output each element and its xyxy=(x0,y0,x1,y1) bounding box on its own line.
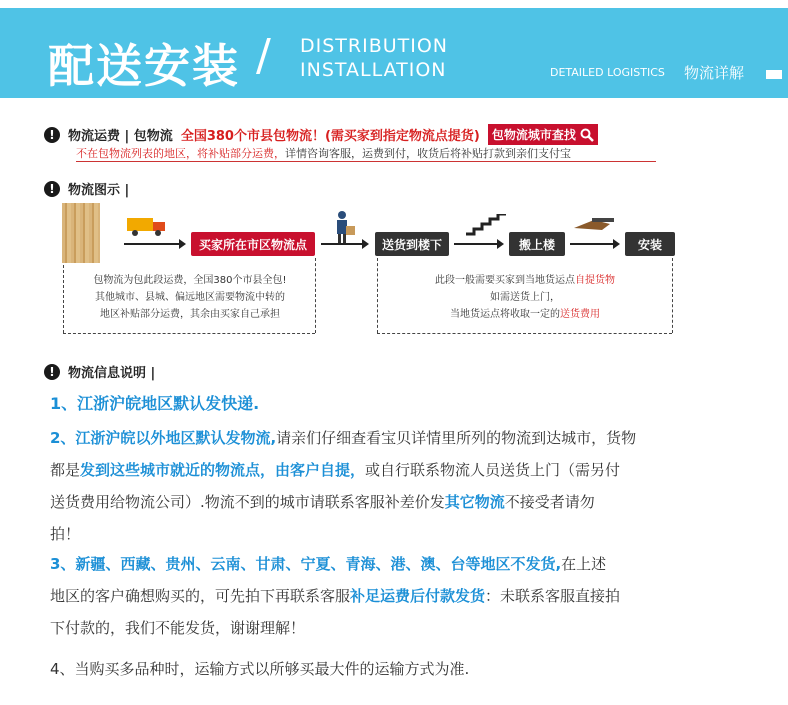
warning-icon: ! xyxy=(44,181,60,197)
right-note-c: 当地货运点将收取一定的 xyxy=(450,309,560,320)
right-note-a: 此段一般需要买家到当地货运点 xyxy=(435,275,575,286)
info-item-1 xyxy=(50,388,259,420)
header-banner xyxy=(0,8,788,98)
subtitle-english: DETAILED LOGISTICS xyxy=(550,66,665,79)
info-item-2-c: 或自行联系物流人员送货上门（需另付 xyxy=(365,461,621,479)
right-note xyxy=(382,272,668,323)
step-carry-upstairs: 搬上楼 xyxy=(509,232,565,256)
install-tool-icon xyxy=(572,214,616,236)
warning-icon: ! xyxy=(44,127,60,143)
warning-icon: ! xyxy=(44,364,60,380)
info-item-2 xyxy=(50,422,770,550)
info-item-3-b: 地区的客户确想购买的，可先拍下再联系客服 xyxy=(50,587,351,605)
english-title-line1: DISTRIBUTION xyxy=(300,35,449,57)
diagram-section-header xyxy=(44,179,129,198)
info-item-4-text: 4、当购买多品种时，运输方式以所够买最大件的运输方式为准. xyxy=(50,660,470,678)
info-section-header xyxy=(44,362,155,381)
info-item-3-blue: 3、新疆、西藏、贵州、云南、甘肃、宁夏、青海、港、澳、台等地区不发货, xyxy=(50,555,562,573)
info-label: 物流信息说明 | xyxy=(68,366,156,381)
info-item-3-c: ：未联系客服直接拍 xyxy=(485,587,621,605)
left-note-line: 包物流为包此段运费，全国380个市县全包! xyxy=(93,275,287,286)
title-divider: / xyxy=(256,30,271,81)
flow-arrow xyxy=(454,243,502,245)
diagram-label: 物流图示 | xyxy=(68,183,130,198)
shipping-promo: 全国380个市县包物流！(需买家到指定物流点提货) xyxy=(180,129,480,144)
shipping-note-rest: 详情咨询客服，运费到付，收货后将补贴打款到亲们支付宝 xyxy=(285,147,571,160)
wood-panel-image xyxy=(62,203,100,263)
english-title-line2: INSTALLATION xyxy=(300,59,447,81)
bracket-left-edge2 xyxy=(315,258,316,333)
city-search-button[interactable] xyxy=(488,124,598,145)
subtitle-chinese: 物流详解 xyxy=(684,64,745,82)
info-item-3 xyxy=(50,548,770,644)
shipping-section-header xyxy=(44,124,598,145)
shipping-note-red: 不在包物流列表的地区，将补贴部分运费， xyxy=(76,147,285,160)
truck-icon xyxy=(127,215,167,237)
info-item-2-b: 都是 xyxy=(50,461,81,479)
left-note-line: 其他城市、县城、偏远地区需要物流中转的 xyxy=(95,292,285,303)
shipping-note xyxy=(76,145,571,161)
bracket-right-edge xyxy=(377,258,378,333)
bracket-left-edge xyxy=(63,265,64,333)
flow-arrow xyxy=(321,243,367,245)
right-note-b: 如需送货上门， xyxy=(490,292,560,303)
page-title: 配送安装 xyxy=(48,39,240,93)
section-divider xyxy=(76,161,656,162)
info-item-3-a: 在上述 xyxy=(561,555,607,573)
flow-arrow xyxy=(570,243,618,245)
info-item-4 xyxy=(50,653,469,685)
info-item-2-d: 送货费用给物流公司）.物流不到的城市请联系客服补差价发 xyxy=(50,493,445,511)
city-search-label: 包物流城市查找 xyxy=(491,128,576,142)
step-local-depot: 买家所在市区物流点 xyxy=(191,232,315,256)
info-item-2-blue: 2、江浙沪皖以外地区默认发物流, xyxy=(50,429,277,447)
english-title xyxy=(300,34,448,82)
search-icon xyxy=(580,128,594,142)
step-install: 安装 xyxy=(625,232,675,256)
bracket-right-bottom xyxy=(377,333,672,334)
banner-bar-ornament xyxy=(766,70,782,79)
info-item-2-blue2: 发到这些城市就近的物流点，由客户自提， xyxy=(80,461,366,479)
bracket-left-bottom xyxy=(63,333,315,334)
left-note-line: 地区补贴部分运费，其余由买家自己承担 xyxy=(100,309,280,320)
stairs-icon xyxy=(466,214,506,236)
info-item-3-blue2: 补足运费后付款发货 xyxy=(350,587,486,605)
left-note xyxy=(68,272,312,323)
info-item-2-e: 不接受者请勿 xyxy=(504,493,595,511)
right-note-c-red: 送货费用 xyxy=(560,309,600,320)
delivery-person-icon xyxy=(332,210,356,244)
info-item-3-d: 下付款的，我们不能发货，谢谢理解！ xyxy=(50,619,306,637)
info-item-2-blue3: 其它物流 xyxy=(444,493,505,511)
bracket-right-edge2 xyxy=(672,258,673,333)
shipping-label: 物流运费 | 包物流 xyxy=(68,129,173,144)
info-item-2-a: 请亲们仔细查看宝贝详情里所列的物流到达城市，货物 xyxy=(276,429,637,447)
flow-arrow xyxy=(124,243,184,245)
info-item-2-f: 拍！ xyxy=(50,525,81,543)
step-deliver-downstairs: 送货到楼下 xyxy=(375,232,449,256)
right-note-a-red: 自提货物 xyxy=(575,275,615,286)
info-item-1-text: 1、江浙沪皖地区默认发快递. xyxy=(50,394,260,413)
